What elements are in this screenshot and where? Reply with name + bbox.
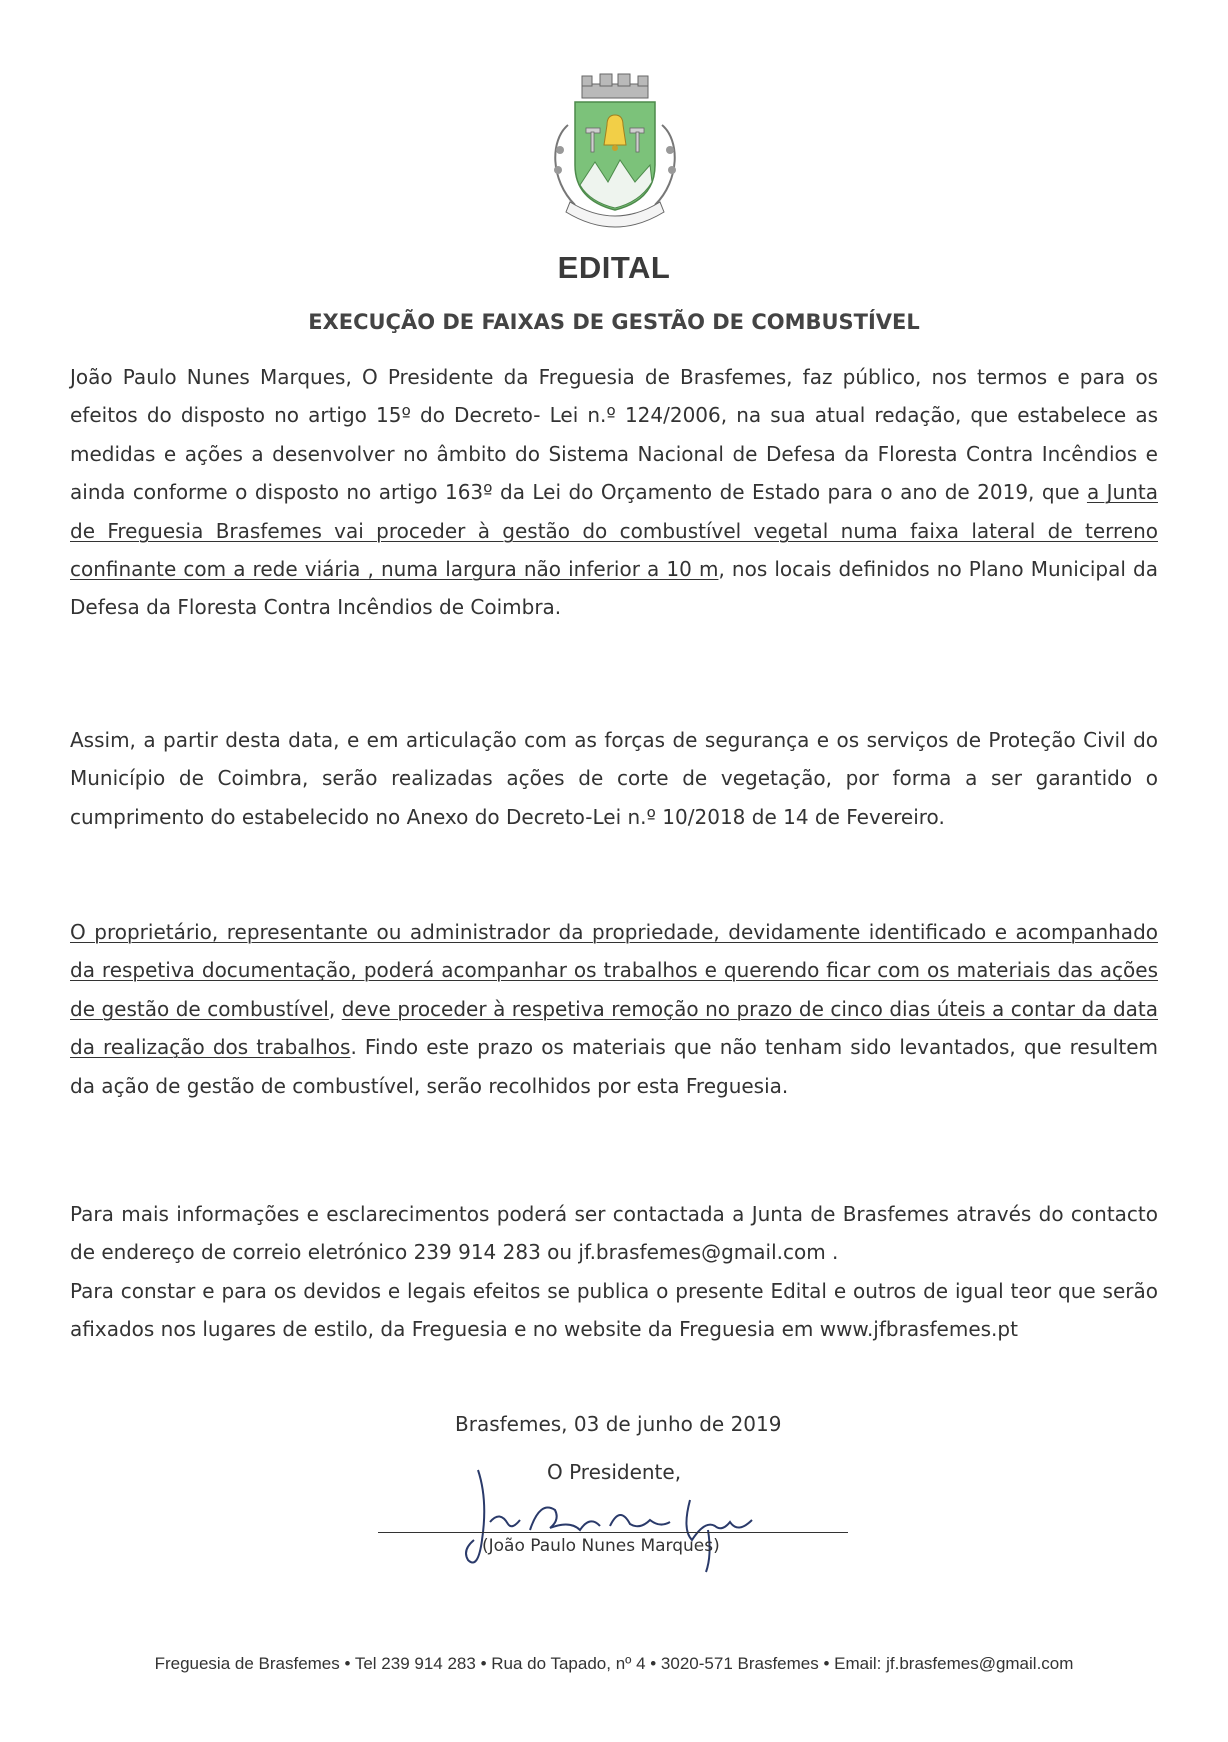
signature-line: [378, 1532, 848, 1533]
paragraph-2: [70, 721, 1158, 836]
paragraph-1-text: João Paulo Nunes Marques, O Presidente da Freguesia de Brasfemes, faz público, nos termos e para os efeitos do disposto no artigo 15º do Decreto- Lei n.º 124/2006, na sua atual redação, que estabelece as medidas e ações a desenvolver no âmbito do Sistema Nacional de Defesa da Floresta Contra Incêndios e ainda conforme o disposto no artigo 163º da Lei do Orçamento de Estado para o ano de 2019, que: [70, 365, 1158, 505]
paragraph-1-end: , nos locais definidos no Plano Municipal da Defesa da Floresta Contra Incêndios de Coimbra.: [70, 557, 1158, 620]
paragraph-2-text: Assim, a partir desta data, e em articulação com as forças de segurança e os serviços de Proteção Civil do Município de Coimbra, serão realizadas ações de corte de vegetação, por forma a ser garantido o cumprimento do estabelecido no Anexo do Decreto-Lei n.º 10/2018 de 14 de Fevereiro.: [70, 728, 1158, 829]
date-line: Brasfemes, 03 de junho de 2019: [455, 1412, 782, 1436]
paragraph-4-text: Para mais informações e esclarecimentos poderá ser contactada a Junta de Brasfemes através do contacto de endereço de correio eletrónico 239 914 283 ou jf.brasfemes@gmail.com .: [70, 1202, 1158, 1265]
president-name: (João Paulo Nunes Marques): [482, 1536, 720, 1556]
document-subtitle: EXECUÇÃO DE FAIXAS DE GESTÃO DE COMBUSTÍVEL: [308, 310, 920, 334]
footer-contact: Freguesia de Brasfemes • Tel 239 914 283 • Rua do Tapado, nº 4 • 3020-571 Brasfemes • Email: jf.brasfemes@gmail.com: [154, 1654, 1074, 1673]
paragraph-4-5: [70, 1195, 1158, 1349]
paragraph-5-text: Para constar e para os devidos e legais efeitos se publica o presente Edital e outros de igual teor que serão afixados nos lugares de estilo, da Freguesia e no website da Freguesia em www.jfbrasfemes.pt: [70, 1278, 1158, 1342]
coat-of-arms-icon: [540, 70, 690, 235]
president-role: O Presidente,: [547, 1460, 682, 1484]
signature-icon: [460, 1460, 860, 1580]
document-title: EDITAL: [557, 250, 671, 285]
paragraph-3-underlined-1: O proprietário, representante ou administrador da propriedade, devidamente identificado e acompanhado da respetiva documentação, poderá acompanhar os trabalhos e querendo ficar com os materiais das ações de gestão de combustível: [70, 920, 1158, 1021]
paragraph-3-end: . Findo este prazo os materiais que não tenham sido levantados, que resultem da ação de gestão de combustível, serão recolhidos por esta Freguesia.: [70, 1035, 1158, 1098]
paragraph-3: [70, 913, 1158, 1105]
paragraph-1: [70, 358, 1158, 627]
paragraph-3-separator: ,: [328, 996, 342, 1021]
paragraph-1-underlined: a Junta de Freguesia Brasfemes vai proceder à gestão do combustível vegetal numa faixa lateral de terreno confinante com a rede viária , numa largura não inferior a 10 m: [70, 480, 1158, 582]
paragraph-3-underlined-2: deve proceder à respetiva remoção no prazo de cinco dias úteis a contar da data da realização dos trabalhos: [70, 996, 1158, 1060]
